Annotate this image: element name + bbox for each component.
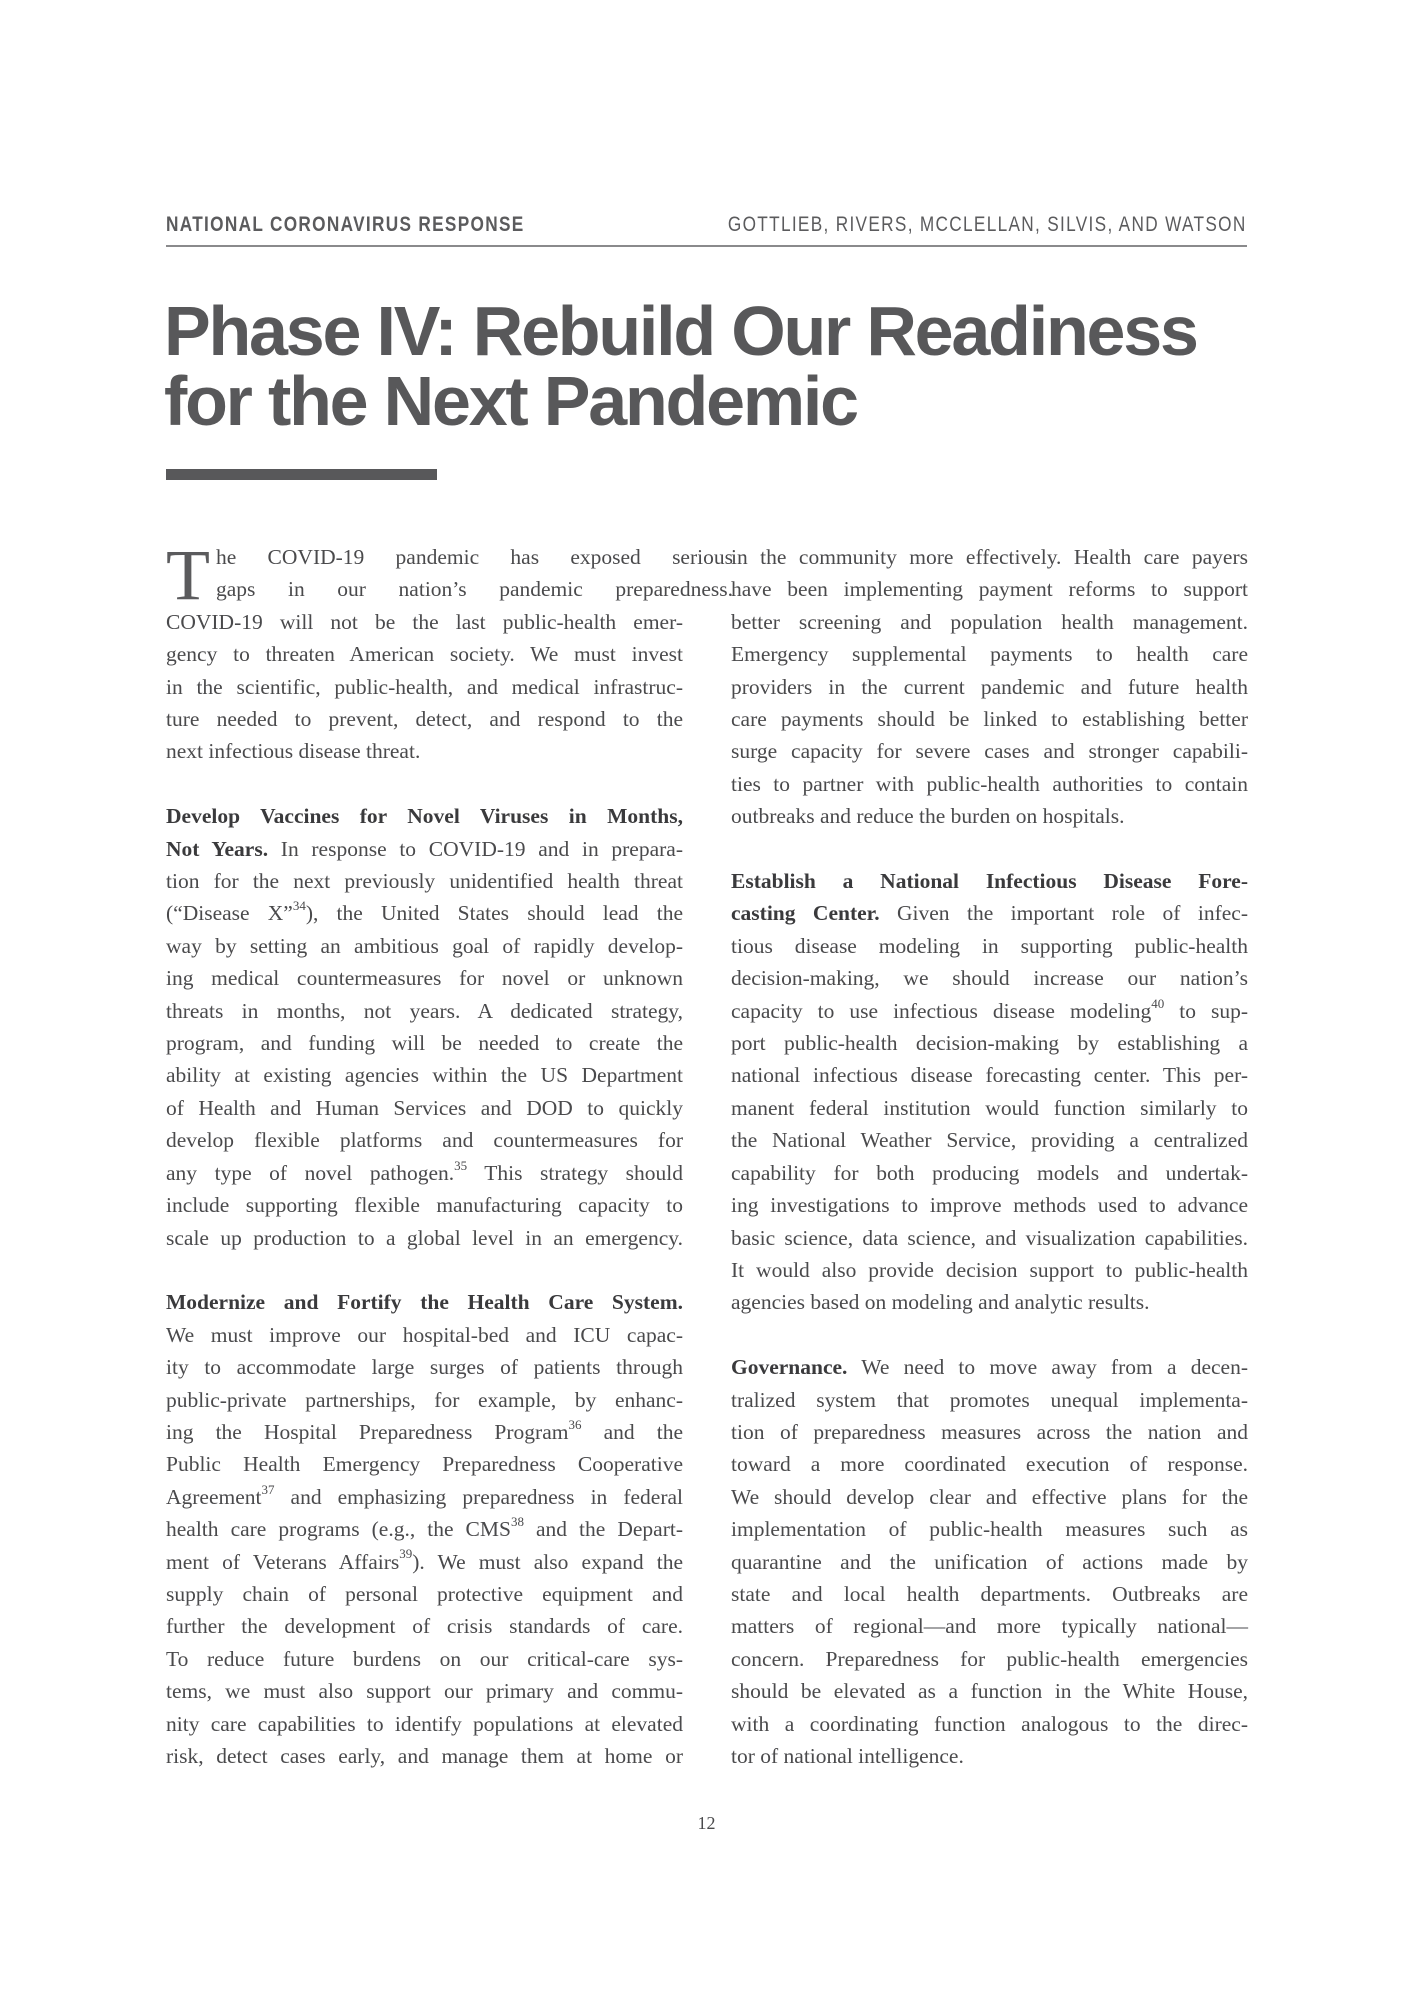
healthcare-line: risk, detect cases early, and manage them at home or	[166, 1744, 683, 1768]
vaccines-line	[166, 1157, 683, 1189]
intro-line: next infectious disease threat.	[166, 739, 421, 764]
forecasting-line: national infectious disease forecasting center. This per-	[731, 1063, 1248, 1088]
header-report-title: NATIONAL CORONAVIRUS RESPONSE	[166, 213, 525, 236]
healthcare-text: Agreement	[166, 1484, 262, 1509]
running-header	[166, 213, 1247, 247]
healthcare-text: and emphasizing preparedness in federal	[274, 1484, 683, 1509]
vaccines-line: threats in months, not years. A dedicated strategy,	[166, 998, 683, 1023]
vaccines-line: way by setting an ambitious goal of rapidly develop-	[166, 933, 683, 958]
vaccines-text: (“Disease X”	[166, 901, 293, 926]
page-title-line-2: for the Next Pandemic	[164, 362, 857, 440]
governance-line: matters of regional—and more typically national—	[731, 1614, 1248, 1639]
page-number: 12	[697, 1813, 716, 1833]
governance-line: implementation of public-health measures such as	[731, 1517, 1248, 1542]
healthcare-line	[166, 1546, 683, 1578]
healthcare-line: ity to accommodate large surges of patients through	[166, 1355, 683, 1380]
healthcare-line: further the development of crisis standards of care.	[166, 1614, 683, 1639]
healthcare-line	[166, 1416, 683, 1448]
healthcare-text: ). We must also expand the	[412, 1549, 683, 1574]
healthcare-line: care payments should be linked to establishing better	[731, 707, 1248, 732]
forecasting-line: capability for both producing models and undertak-	[731, 1160, 1248, 1185]
healthcare-text: and the	[581, 1419, 683, 1444]
forecasting-heading: Establish a National Infectious Disease Fore-	[731, 869, 1248, 894]
intro-line: gaps in our nation’s pandemic preparedness.	[215, 577, 733, 602]
governance-line: should be elevated as a function in the White House,	[731, 1679, 1248, 1704]
governance-line: tralized system that promotes unequal implementa-	[731, 1387, 1248, 1412]
footnote-ref-37[interactable]: 37	[261, 1481, 275, 1497]
header-authors: GOTTLIEB, RIVERS, MCCLELLAN, SILVIS, AND WATSON	[728, 213, 1247, 236]
intro-line: in the scientific, public-health, and medical infrastruc-	[166, 674, 683, 699]
healthcare-line: nity care capabilities to identify populations at elevated	[166, 1711, 683, 1736]
governance-line: with a coordinating function analogous to the direc-	[731, 1711, 1248, 1736]
intro-line: he COVID-19 pandemic has exposed serious	[215, 545, 733, 569]
forecasting-text: Given the important role of infec-	[879, 901, 1248, 926]
healthcare-line	[166, 1481, 683, 1513]
forecasting-line: basic science, data science, and visualization capabilities.	[731, 1225, 1248, 1250]
healthcare-text: ment of Veterans Affairs	[166, 1549, 400, 1574]
healthcare-paragraph-continued	[731, 541, 1248, 833]
healthcare-text: ing the Hospital Preparedness Program	[166, 1419, 569, 1444]
intro-line: COVID-19 will not be the last public-health emer-	[166, 609, 683, 634]
forecasting-paragraph	[731, 865, 1248, 1319]
governance-line	[731, 1351, 1248, 1383]
healthcare-line: To reduce future burdens on our critical-care sys-	[166, 1646, 683, 1671]
vaccines-line: program, and funding will be needed to create the	[166, 1031, 683, 1056]
healthcare-line: Emergency supplemental payments to health care	[731, 642, 1248, 667]
healthcare-line: better screening and population health management.	[731, 609, 1248, 634]
forecasting-line: the National Weather Service, providing a centralized	[731, 1128, 1248, 1153]
forecasting-line: manent federal institution would function similarly to	[731, 1095, 1248, 1120]
footnote-ref-36[interactable]: 36	[568, 1416, 582, 1432]
vaccines-line: of Health and Human Services and DOD to quickly	[166, 1095, 683, 1120]
governance-line: We should develop clear and effective plans for the	[731, 1484, 1248, 1509]
vaccines-text: In response to COVID-19 and in prepara-	[268, 836, 684, 861]
forecasting-line: It would also provide decision support to public-health	[731, 1257, 1248, 1282]
footnote-ref-34[interactable]: 34	[292, 898, 306, 914]
drop-cap: T	[166, 535, 210, 615]
forecasting-text: capacity to use infectious disease modeling	[731, 998, 1152, 1023]
vaccines-line: scale up production to a global level in an emergency.	[166, 1225, 683, 1250]
vaccines-line: tion for the next previously unidentified health threat	[166, 869, 683, 894]
healthcare-line: tems, we must also support our primary and commu-	[166, 1679, 683, 1704]
healthcare-text: health care programs (e.g., the CMS	[166, 1517, 511, 1542]
healthcare-line: have been implementing payment reforms to support	[731, 577, 1248, 602]
healthcare-line: providers in the current pandemic and future health	[731, 674, 1248, 699]
healthcare-line: in the community more effectively. Health care payers	[731, 545, 1248, 569]
governance-line: concern. Preparedness for public-health emergencies	[731, 1646, 1248, 1671]
title-underline-bar	[166, 469, 437, 480]
footnote-ref-39[interactable]: 39	[399, 1546, 413, 1562]
forecasting-line: tious disease modeling in supporting public-health	[731, 933, 1248, 958]
governance-line: tion of preparedness measures across the nation and	[731, 1419, 1248, 1444]
vaccines-text: ), the United States should lead the	[305, 901, 684, 926]
footnote-ref-40[interactable]: 40	[1151, 995, 1165, 1011]
healthcare-line: outbreaks and reduce the burden on hospitals.	[731, 804, 1125, 829]
governance-line: toward a more coordinated execution of response.	[731, 1452, 1248, 1477]
vaccines-paragraph	[166, 800, 683, 1254]
forecasting-text: to sup-	[1164, 998, 1248, 1023]
vaccines-line	[166, 833, 683, 865]
forecasting-line: decision-making, we should increase our nation’s	[731, 966, 1248, 991]
forecasting-heading-cont: casting Center.	[731, 901, 880, 926]
healthcare-line: Public Health Emergency Preparedness Cooperative	[166, 1452, 683, 1477]
governance-text: We need to move away from a decen-	[847, 1355, 1248, 1380]
healthcare-heading: Modernize and Fortify the Health Care System.	[166, 1290, 683, 1315]
healthcare-line: surge capacity for severe cases and stronger capabili-	[731, 739, 1248, 764]
vaccines-text: This strategy should	[467, 1160, 684, 1185]
healthcare-line: supply chain of personal protective equipment and	[166, 1581, 683, 1606]
intro-paragraph	[166, 535, 733, 768]
forecasting-line: agencies based on modeling and analytic results.	[731, 1290, 1150, 1315]
page-title-line-1: Phase IV: Rebuild Our Readiness	[164, 292, 1197, 370]
forecasting-line: ing investigations to improve methods used to advance	[731, 1193, 1248, 1218]
governance-line: state and local health departments. Outbreaks are	[731, 1581, 1248, 1606]
left-column	[166, 535, 733, 1772]
forecasting-line	[731, 995, 1248, 1027]
footnote-ref-35[interactable]: 35	[454, 1157, 468, 1173]
vaccines-line: ability at existing agencies within the US Department	[166, 1063, 683, 1088]
intro-line: ture needed to prevent, detect, and respond to the	[166, 707, 683, 732]
healthcare-text: and the Depart-	[523, 1517, 683, 1542]
right-column	[731, 541, 1248, 1772]
governance-paragraph	[731, 1351, 1248, 1772]
governance-heading: Governance.	[731, 1355, 848, 1380]
forecasting-line: port public-health decision-making by establishing a	[731, 1031, 1248, 1056]
healthcare-line	[166, 1513, 683, 1545]
vaccines-line: include supporting flexible manufacturing capacity to	[166, 1193, 683, 1218]
healthcare-paragraph	[166, 1286, 683, 1772]
vaccines-line	[166, 897, 683, 929]
vaccines-line: ing medical countermeasures for novel or unknown	[166, 966, 683, 991]
vaccines-line: develop flexible platforms and countermeasures for	[166, 1128, 683, 1153]
forecasting-line	[731, 897, 1248, 929]
vaccines-text: any type of novel pathogen.	[166, 1160, 455, 1185]
healthcare-line: ties to partner with public-health authorities to contain	[731, 771, 1248, 796]
vaccines-heading-cont: Not Years.	[166, 836, 269, 861]
page-title	[164, 292, 1274, 440]
healthcare-line: We must improve our hospital-bed and ICU capac-	[166, 1322, 683, 1347]
governance-line: quarantine and the unification of actions made by	[731, 1549, 1248, 1574]
intro-line: gency to threaten American society. We must invest	[166, 642, 683, 667]
governance-line: tor of national intelligence.	[731, 1744, 964, 1768]
vaccines-heading: Develop Vaccines for Novel Viruses in Months,	[166, 804, 683, 829]
footnote-ref-38[interactable]: 38	[510, 1514, 524, 1529]
healthcare-line: public-private partnerships, for example, by enhanc-	[166, 1387, 683, 1412]
